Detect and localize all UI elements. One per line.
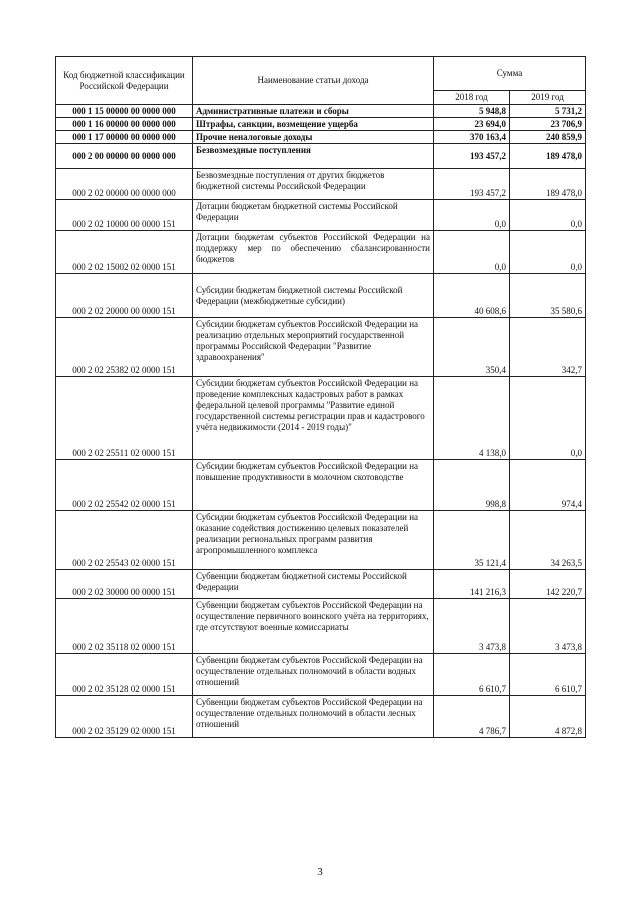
row-value-2018: 23 694,0 [434, 118, 510, 131]
row-name: Субсидии бюджетам субъектов Российской Федерации на повышение продуктивности в молочном скотоводстве [193, 460, 434, 511]
row-value-2019: 342,7 [510, 318, 586, 377]
row-value-2019: 974,4 [510, 460, 586, 511]
table-row [56, 274, 586, 318]
table-row [56, 511, 586, 570]
table-row [56, 131, 586, 144]
row-value-2018: 3 473,8 [434, 599, 510, 654]
row-value-2018: 4 786,7 [434, 696, 510, 738]
row-value-2018: 6 610,7 [434, 654, 510, 696]
row-value-2019: 189 478,0 [510, 144, 586, 169]
row-value-2019: 240 859,9 [510, 131, 586, 144]
row-name: Штрафы, санкции, возмещение ущерба [193, 118, 434, 131]
row-value-2018: 193 457,2 [434, 169, 510, 200]
row-code: 000 2 02 10000 00 0000 151 [56, 200, 193, 231]
row-code: 000 2 02 35118 02 0000 151 [56, 599, 193, 654]
table-header-row [56, 57, 586, 91]
row-name: Прочие неналоговые доходы [193, 131, 434, 144]
table-row [56, 169, 586, 200]
row-code: 000 2 02 20000 00 0000 151 [56, 274, 193, 318]
table-row [56, 696, 586, 738]
budget-income-table-container [55, 56, 585, 738]
header-name: Наименование статьи дохода [193, 57, 434, 105]
table-row [56, 118, 586, 131]
table-row [56, 144, 586, 169]
row-value-2019: 34 263,5 [510, 511, 586, 570]
row-name: Административные платежи и сборы [193, 105, 434, 118]
table-row [56, 460, 586, 511]
row-name: Безвозмездные поступления от других бюджетов бюджетной системы Российской Федерации [193, 169, 434, 200]
row-code: 000 2 02 25511 02 0000 151 [56, 377, 193, 460]
row-value-2019: 3 473,8 [510, 599, 586, 654]
row-name: Субвенции бюджетам субъектов Российской Федерации на осуществление отдельных полномочий в области лесных отношений [193, 696, 434, 738]
row-name: Субсидии бюджетам бюджетной системы Российской Федерации (межбюджетные субсидии) [193, 274, 434, 318]
row-value-2019: 0,0 [510, 200, 586, 231]
table-row [56, 654, 586, 696]
row-value-2019: 6 610,7 [510, 654, 586, 696]
row-code: 000 1 15 00000 00 0000 000 [56, 105, 193, 118]
row-code: 000 2 00 00000 00 0000 000 [56, 144, 193, 169]
row-value-2018: 193 457,2 [434, 144, 510, 169]
table-row [56, 231, 586, 274]
row-code: 000 2 02 00000 00 0000 000 [56, 169, 193, 200]
table-row [56, 570, 586, 599]
row-name: Субвенции бюджетам субъектов Российской Федерации на осуществление первичного воинского учёта на территориях, где отсутствуют военные комиссариаты [193, 599, 434, 654]
row-code: 000 2 02 30000 00 0000 151 [56, 570, 193, 599]
header-year-2018: 2018 год [434, 91, 510, 105]
row-code: 000 1 16 00000 00 0000 000 [56, 118, 193, 131]
budget-income-table [55, 56, 586, 738]
table-row [56, 200, 586, 231]
row-value-2018: 350,4 [434, 318, 510, 377]
header-sum: Сумма [434, 57, 586, 91]
row-value-2019: 142 220,7 [510, 570, 586, 599]
row-code: 000 2 02 25542 02 0000 151 [56, 460, 193, 511]
row-value-2018: 5 948,8 [434, 105, 510, 118]
row-code: 000 2 02 35128 02 0000 151 [56, 654, 193, 696]
row-name: Дотации бюджетам бюджетной системы Российской Федерации [193, 200, 434, 231]
row-value-2018: 4 138,0 [434, 377, 510, 460]
row-value-2018: 0,0 [434, 200, 510, 231]
row-value-2019: 5 731,2 [510, 105, 586, 118]
row-name: Субвенции бюджетам субъектов Российской Федерации на осуществление отдельных полномочий в области водных отношений [193, 654, 434, 696]
header-year-2019: 2019 год [510, 91, 586, 105]
table-row [56, 105, 586, 118]
header-code: Код бюджетной классификации Российской Федерации [56, 57, 193, 105]
row-value-2019: 189 478,0 [510, 169, 586, 200]
table-row [56, 377, 586, 460]
row-value-2019: 35 580,6 [510, 274, 586, 318]
row-value-2018: 141 216,3 [434, 570, 510, 599]
row-name: Безвозмездные поступления [193, 144, 434, 169]
row-value-2018: 35 121,4 [434, 511, 510, 570]
table-row [56, 318, 586, 377]
row-value-2018: 370 163,4 [434, 131, 510, 144]
table-row [56, 599, 586, 654]
row-name: Дотации бюджетам субъектов Российской Федерации на поддержку мер по обеспечению сбалансированности бюджетов [193, 231, 434, 274]
page-number: 3 [317, 866, 323, 878]
row-code: 000 2 02 25382 02 0000 151 [56, 318, 193, 377]
row-value-2018: 40 608,6 [434, 274, 510, 318]
row-code: 000 1 17 00000 00 0000 000 [56, 131, 193, 144]
row-name: Субсидии бюджетам субъектов Российской Федерации на реализацию отдельных мероприятий государственной программы Российской Федерации "Развитие здравоохранения" [193, 318, 434, 377]
row-value-2019: 23 706,9 [510, 118, 586, 131]
row-value-2019: 0,0 [510, 377, 586, 460]
row-value-2019: 4 872,8 [510, 696, 586, 738]
row-name: Субсидии бюджетам субъектов Российской Федерации на проведение комплексных кадастровых работ в рамках федеральной целевой программы "Развитие единой государственной системы регистрации прав и кадастрового учёта недвижимости (2014 - 2019 годы)" [193, 377, 434, 460]
row-code: 000 2 02 25543 02 0000 151 [56, 511, 193, 570]
row-code: 000 2 02 35129 02 0000 151 [56, 696, 193, 738]
row-name: Субсидии бюджетам субъектов Российской Федерации на оказание содействия достижению целевых показателей реализации региональных программ развития агропромышленного комплекса [193, 511, 434, 570]
row-value-2018: 998,8 [434, 460, 510, 511]
row-name: Субвенции бюджетам бюджетной системы Российской Федерации [193, 570, 434, 599]
row-code: 000 2 02 15002 02 0000 151 [56, 231, 193, 274]
row-value-2018: 0,0 [434, 231, 510, 274]
row-value-2019: 0,0 [510, 231, 586, 274]
